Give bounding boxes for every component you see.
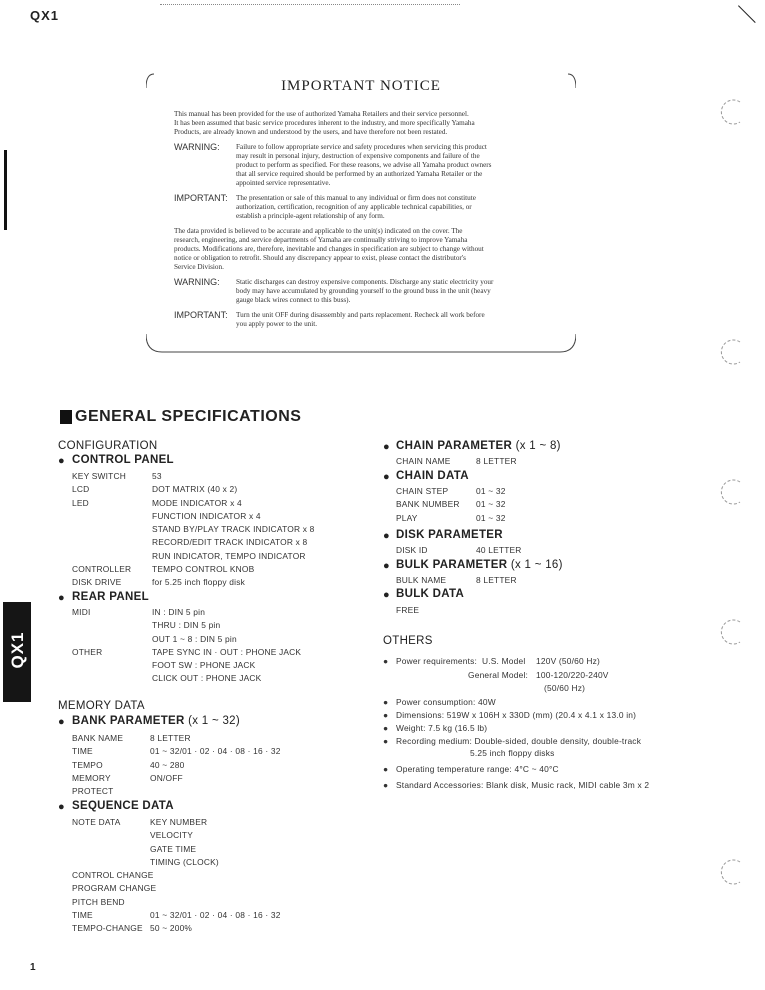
bank-parameter-table — [72, 733, 372, 799]
bullet-icon: ● — [383, 656, 389, 666]
bullet-icon: ● — [383, 723, 389, 733]
table-row: BANK NUMBER 01 ~ 32 — [396, 499, 506, 510]
important2-text: Turn the unit OFF during disassembly and parts replacement. Recheck all work before you apply power to the unit. — [236, 311, 485, 328]
important-notice-box — [146, 72, 576, 354]
data-paragraph: The data provided is believed to be accurate and applicable to the unit(s) indicated on the cover. The research, engineering, and service departments of Yamaha are continually striving to improve Yamaha products. Modifications are, therefore, inevitable and changes in specification are subject to change without notice or obligation to retrofit. Should any discrepancy appear to exist, please contact the distributor's Service Division. — [174, 227, 484, 271]
power-consumption: Power consumption: 40W — [396, 697, 496, 707]
control-panel-heading: CONTROL PANEL — [72, 454, 174, 466]
warning2-label: WARNING: — [174, 277, 220, 287]
rear-panel-table — [72, 607, 372, 687]
dimensions: Dimensions: 519W x 106H x 330D (mm) (20.4 x 4.1 x 13.0 in) — [396, 710, 637, 720]
notice-title: IMPORTANT NOTICE — [281, 78, 441, 94]
bullet-icon: ● — [383, 697, 389, 707]
important1-label: IMPORTANT: — [174, 193, 228, 203]
table-row: THRU : DIN 5 pin — [152, 620, 221, 631]
page-number: 1 — [30, 962, 36, 973]
disk-parameter-table — [396, 545, 696, 558]
table-row: PITCH BEND — [72, 896, 125, 907]
sequence-data-table — [72, 817, 372, 937]
bulk-parameter-table — [396, 575, 696, 588]
table-row: GATE TIME — [150, 843, 197, 854]
weight: Weight: 7.5 kg (16.5 lb) — [396, 723, 488, 733]
table-row: STAND BY/PLAY TRACK INDICATOR x 8 — [152, 524, 315, 535]
bulk-parameter-heading: BULK PARAMETER (x 1 ~ 16) — [396, 559, 563, 571]
side-tab: QX1 — [3, 602, 31, 702]
notice-intro: This manual has been provided for the use of authorized Yamaha Retailers and their service personnel. It has been assumed that basic service procedures inherent to the industry, and more specifically Yamaha Products, are already known and understood by the users, and have therefore not been restated. — [174, 110, 475, 136]
table-row: CLICK OUT : PHONE JACK — [152, 673, 262, 684]
bullet-icon: ● — [383, 560, 390, 572]
table-row: FOOT SW : PHONE JACK — [152, 660, 256, 671]
bullet-icon: ● — [383, 589, 390, 601]
warning1-text: Failure to follow appropriate service and safety procedures when servicing this product may result in personal injury, destruction of expensive components and failure of the product to perform as specified. For these reasons, we advise all Yamaha product owners that all service required should be performed by an authorized Yamaha Retailer or the appointed service representative. — [236, 143, 492, 187]
bullet-icon: ● — [383, 710, 389, 720]
bullet-icon: ● — [383, 441, 390, 453]
table-row: CONTROL CHANGE — [72, 870, 154, 881]
general-specifications-title: GENERAL SPECIFICATIONS — [75, 408, 302, 425]
others-heading: OTHERS — [383, 635, 433, 647]
section-square-icon — [60, 410, 72, 424]
table-row: MIDI IN : DIN 5 pin — [72, 607, 206, 617]
table-row: FUNCTION INDICATOR x 4 — [152, 510, 261, 521]
standard-accessories: Standard Accessories: Blank disk, Music rack, MIDI cable 3m x 2 — [396, 780, 650, 790]
configuration-heading: CONFIGURATION — [58, 440, 158, 452]
important2-label: IMPORTANT: — [174, 310, 228, 320]
binding-mark — [4, 150, 7, 230]
table-row: PLAY 01 ~ 32 — [396, 512, 506, 523]
table-row: VELOCITY — [150, 830, 194, 841]
warning2-text: Static discharges can destroy expensive components. Discharge any static electricity your body may have accumulated by grounding yourself to the ground buss in the unit (heavy gauge black wires connect to this buss). — [236, 278, 494, 304]
table-row: DISK ID 40 LETTER — [396, 545, 522, 555]
power-general-hz: (50/60 Hz) — [544, 683, 586, 693]
table-row: KEY SWITCH 53 — [72, 471, 162, 481]
power-us-label: U.S. Model — [482, 656, 526, 666]
bank-parameter-heading: BANK PARAMETER (x 1 ~ 32) — [72, 715, 241, 727]
table-row: BANK NAME 8 LETTER — [72, 733, 191, 743]
table-row: TEMPO-CHANGE 50 ~ 200% — [72, 923, 193, 934]
bullet-icon: ● — [58, 716, 65, 728]
power-general-value: 100-120/220-240V — [536, 670, 609, 680]
table-row: TIME 01 ~ 32/01 · 02 · 04 · 08 · 16 · 32 — [72, 746, 281, 757]
bullet-icon: ● — [383, 530, 390, 542]
warning1-label: WARNING: — [174, 142, 220, 152]
bullet-icon: ● — [383, 471, 390, 483]
bulk-data-heading: BULK DATA — [396, 588, 465, 600]
table-row: OTHER TAPE SYNC IN · OUT : PHONE JACK — [72, 646, 302, 657]
top-dots — [160, 4, 460, 5]
power-us-value: 120V (50/60 Hz) — [536, 656, 600, 666]
bullet-icon: ● — [383, 764, 389, 774]
disk-parameter-heading: DISK PARAMETER — [396, 529, 503, 541]
sequence-data-heading: SEQUENCE DATA — [72, 800, 174, 812]
rear-panel-heading: REAR PANEL — [72, 591, 149, 603]
model-header: QX1 — [30, 8, 60, 23]
table-row: BULK NAME 8 LETTER — [396, 575, 517, 585]
table-row: MEMORY ON/OFF — [72, 772, 183, 783]
table-row: CHAIN STEP 01 ~ 32 — [396, 486, 506, 496]
table-row: TIME 01 ~ 32/01 · 02 · 04 · 08 · 16 · 32 — [72, 910, 281, 921]
table-row: OUT 1 ~ 8 : DIN 5 pin — [152, 633, 237, 644]
bullet-icon: ● — [58, 592, 65, 604]
chain-parameter-heading: CHAIN PARAMETER (x 1 ~ 8) — [396, 440, 561, 452]
binder-holes — [712, 90, 752, 990]
bullet-icon: ● — [383, 780, 389, 790]
memory-data-heading: MEMORY DATA — [58, 700, 145, 712]
bulk-data-value: FREE — [396, 605, 420, 615]
table-row: RUN INDICATOR, TEMPO INDICATOR — [152, 550, 306, 561]
table-row: DISK DRIVE for 5.25 inch floppy disk — [72, 577, 245, 588]
power-general-label: General Model: — [468, 670, 529, 680]
chain-parameter-table — [396, 456, 696, 469]
recording-medium-disks: 5.25 inch floppy disks — [470, 748, 555, 758]
important1-text: The presentation or sale of this manual to any individual or firm does not constitute authorization, certification, recognition of any applicable technical capabilities, or establish a principle-agent relationship of any form. — [236, 194, 476, 220]
operating-temperature: Operating temperature range: 4°C ~ 40°C — [396, 764, 559, 774]
recording-medium: Recording medium: Double-sided, double density, double-track — [396, 736, 642, 746]
table-row: CHAIN NAME 8 LETTER — [396, 456, 517, 466]
table-row: TIMING (CLOCK) — [150, 856, 219, 867]
bullet-icon: ● — [58, 801, 65, 813]
table-row: NOTE DATA KEY NUMBER — [72, 817, 208, 827]
corner-mark — [738, 0, 765, 23]
table-row: LED MODE INDICATOR x 4 — [72, 497, 242, 508]
table-row: LCD DOT MATRIX (40 x 2) — [72, 484, 238, 495]
table-row: PROTECT — [72, 786, 114, 797]
table-row: RECORD/EDIT TRACK INDICATOR x 8 — [152, 537, 308, 548]
chain-data-heading: CHAIN DATA — [396, 470, 469, 482]
bullet-icon: ● — [383, 736, 389, 746]
chain-data-table — [396, 486, 696, 526]
table-row: PROGRAM CHANGE — [72, 883, 157, 894]
power-label: Power requirements: — [396, 656, 478, 666]
control-panel-table — [72, 471, 372, 591]
bullet-icon: ● — [58, 455, 65, 467]
table-row: CONTROLLER TEMPO CONTROL KNOB — [72, 564, 255, 575]
table-row: TEMPO 40 ~ 280 — [72, 759, 185, 770]
